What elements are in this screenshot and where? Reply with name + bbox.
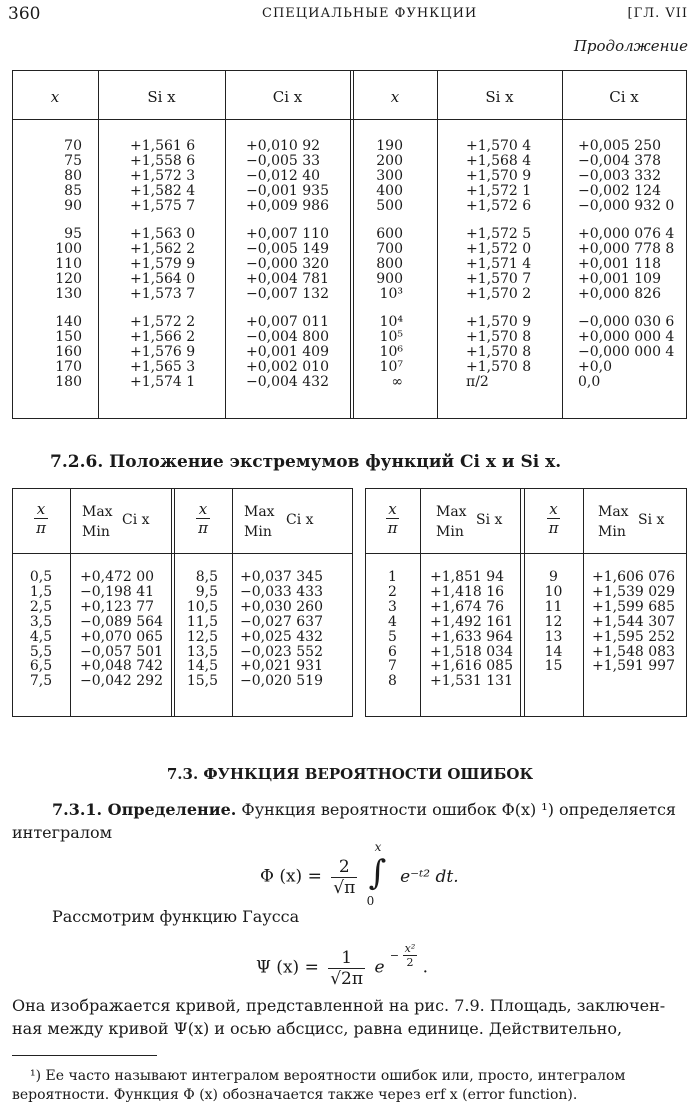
table-cell: +1,851 94 (430, 569, 505, 585)
table-cell: 14,5 (186, 658, 218, 675)
table-cell: +1,582 4 (130, 182, 196, 199)
table-cell: 14 (544, 643, 563, 660)
table-cell: +1,570 2 (466, 285, 532, 302)
table-cell: +1,571 4 (466, 255, 532, 272)
table-cell: +1,531 131 (430, 673, 513, 690)
table-cell: +0,037 345 (240, 569, 323, 585)
max-label: Max (598, 504, 629, 520)
table-cell: 9,5 (195, 583, 218, 600)
table-cell: +1,418 16 (430, 583, 505, 600)
table-cell: +1,570 8 (466, 328, 532, 345)
table-cell: −0,198 41 (80, 583, 155, 600)
table-cell: +1,579 9 (130, 255, 196, 272)
body-line-2: ная между кривой Ψ(x) и осью абсцисс, равна единице. Действительно, (12, 1019, 623, 1038)
t1-header-si2: Si x (485, 88, 514, 106)
table-cell: 500 (376, 197, 403, 214)
table-cell: +0,123 77 (80, 598, 155, 615)
t1-group3-ci1 (246, 315, 329, 390)
table-cell: +1,570 4 (466, 138, 532, 154)
table-cell: +1,566 2 (130, 328, 196, 345)
table-cell: +1,570 9 (466, 314, 532, 330)
table-cell: +1,599 685 (592, 598, 675, 615)
table-cell: +1,539 029 (592, 583, 675, 600)
table-cell: +1,565 3 (130, 358, 196, 375)
table-cell: 1,5 (29, 583, 53, 600)
table-cell: 12 (544, 613, 563, 630)
ci-extrema-v-b (240, 570, 323, 689)
section-7-3-title: 7.3. ФУНКЦИЯ ВЕРОЯТНОСТИ ОШИБОК (166, 765, 534, 783)
table-cell: 120 (55, 270, 82, 287)
max-label: Max (436, 504, 467, 520)
t1-group2-x2 (353, 227, 403, 302)
min-label: Min (598, 524, 626, 540)
table-cell: 2,5 (29, 598, 53, 615)
integrand: e⁻ᵗ² dt. (400, 866, 459, 887)
table-cell: 300 (376, 167, 403, 184)
table-cell: +1,572 2 (130, 314, 196, 330)
t1-group1-si1 (130, 139, 195, 214)
table-cell: 13 (544, 628, 563, 645)
table-cell: +1,576 9 (130, 343, 196, 360)
t2-ci-fn-b: Ci x (286, 512, 314, 528)
table-cell: +1,574 1 (130, 373, 196, 390)
table-cell: −0,004 432 (246, 373, 329, 390)
table-cell: 11,5 (186, 613, 218, 630)
table-cell: 2 (388, 583, 397, 600)
table-cell: 5,5 (29, 643, 53, 660)
frac-num: x (547, 500, 561, 519)
formula-phi-num: 2 (331, 857, 357, 878)
table-cell: 180 (55, 373, 82, 390)
t2-ci-maxmin-b (244, 502, 275, 542)
si-extrema-x-b (524, 570, 583, 674)
table-cell: 11 (544, 598, 563, 615)
t1-group1-x2 (353, 139, 403, 214)
table-cell: +0,070 065 (80, 628, 163, 645)
exp-num: x² (404, 942, 416, 955)
table-cell: 700 (376, 240, 403, 257)
footnote-line-2: вероятности. Функция Φ (x) обозначается также через erf x (error function). (12, 1087, 578, 1103)
section-7-2-6-title: 7.2.6. Положение экстремумов функций Ci x и Si x. (50, 452, 562, 472)
table-cell: +1,572 5 (466, 226, 532, 242)
table-cell: −0,012 40 (246, 167, 321, 184)
t1-group1-x1 (12, 139, 82, 214)
table-cell: +1,564 0 (130, 270, 196, 287)
table-cell: 8,5 (195, 569, 218, 585)
t2-ci-maxmin-a (82, 502, 113, 542)
table-cell: +0,000 778 8 (578, 240, 675, 257)
t1-group3-x2 (353, 315, 403, 390)
table-cell: 7 (388, 658, 397, 675)
table-cell: +1,544 307 (592, 613, 675, 630)
body-line-1: Она изображается кривой, представленной на рис. 7.9. Площадь, заключен- (12, 996, 666, 1015)
t1-group2-x1 (12, 227, 82, 302)
table-cell: −0,027 637 (240, 613, 323, 630)
table-cell: 6,5 (29, 658, 53, 675)
table-cell: −0,007 132 (246, 285, 329, 302)
t1-group2-ci1 (246, 227, 329, 302)
table-cell: 10,5 (186, 598, 218, 615)
table-cell: +1,572 6 (466, 197, 532, 214)
frac-den: π (36, 519, 46, 537)
t2-ci-xpi-b (174, 500, 232, 537)
definition-text: Функция вероятности ошибок Φ(x) ¹) определяется (241, 800, 677, 819)
table-cell: 150 (55, 328, 82, 345)
table-cell: 9 (549, 569, 558, 585)
table-cell: 200 (376, 152, 403, 169)
table-cell: +1,570 8 (466, 358, 532, 375)
table-cell: 4 (388, 613, 397, 630)
integral-symbol: ∫ (368, 853, 387, 893)
table-cell: +0,000 076 4 (578, 226, 675, 242)
frac-den: π (548, 519, 559, 537)
t1-header-x2: x (390, 88, 400, 106)
table-cell: +1,674 76 (430, 598, 505, 615)
table-cell: +0,009 986 (246, 197, 329, 214)
table-cell: 75 (64, 152, 82, 169)
t2-si-maxmin-b (598, 502, 629, 542)
table-cell: +0,000 000 4 (578, 328, 675, 345)
ci-extrema-v-a (80, 570, 163, 689)
t1-group2-si2 (466, 227, 531, 302)
gauss-paragraph: Рассмотрим функцию Гаусса (52, 907, 300, 926)
table-cell: +0,0 (578, 358, 612, 375)
table-cell: 4,5 (29, 628, 53, 645)
table-cell: −0,023 552 (240, 643, 323, 660)
frac-den: π (198, 519, 208, 537)
table-cell: +0,005 250 (578, 138, 661, 154)
formula-phi-lhs: Φ (x) = (260, 866, 322, 887)
table-cell: +1,573 7 (130, 285, 196, 302)
table-cell: +1,558 6 (130, 152, 196, 169)
table-cell: −0,005 33 (246, 152, 321, 169)
table-cell: 1 (388, 569, 397, 585)
ci-extrema-x-b (174, 570, 218, 689)
table-cell: 15 (544, 658, 563, 675)
table-cell: +1,568 4 (466, 152, 532, 169)
table-cell: +0,030 260 (240, 598, 323, 615)
table-cell: +1,575 7 (130, 197, 196, 214)
t2-ci-xpi-a (12, 500, 70, 537)
min-label: Min (82, 524, 110, 540)
table-cell: 170 (55, 358, 82, 375)
table-cell: 5 (388, 628, 397, 645)
frac-den: π (387, 519, 398, 537)
t2-ci-fn-a: Ci x (122, 512, 150, 528)
table-cell: 0,5 (29, 569, 53, 585)
table-cell: 10⁵ (379, 328, 403, 345)
table-cell: 10⁶ (379, 343, 403, 360)
integral-upper-limit: x (374, 840, 382, 854)
table-cell: +0,001 118 (578, 255, 661, 272)
table-cell: +1,570 8 (466, 343, 532, 360)
formula-psi-num: 1 (328, 948, 365, 969)
table-cell: +0,025 432 (240, 628, 323, 645)
table-cell: 800 (376, 255, 403, 272)
table-cell: +0,000 826 (578, 285, 661, 302)
definition-paragraph (52, 800, 676, 819)
table-cell: +1,633 964 (430, 628, 513, 645)
table-cell: π/2 (466, 373, 489, 390)
table-cell: −0,033 433 (240, 583, 323, 600)
table-cell: −0,089 564 (80, 613, 163, 630)
table-cell: +1,492 161 (430, 613, 513, 630)
table-cell: −0,005 149 (246, 240, 329, 257)
table-cell: +0,004 781 (246, 270, 329, 287)
table-cell: 8 (388, 673, 397, 690)
t1-header-x: x (50, 88, 60, 106)
frac-num: x (196, 500, 210, 519)
table-cell: +1,572 3 (130, 167, 196, 184)
table-cell: −0,042 292 (80, 673, 163, 690)
max-label: Max (244, 504, 275, 520)
t1-group3-ci2 (578, 315, 674, 390)
table-cell: 6 (388, 643, 397, 660)
table-cell: 90 (64, 197, 82, 214)
table-cell: −0,001 935 (246, 182, 329, 199)
table-cell: 10⁴ (379, 314, 403, 330)
table-cell: −0,000 030 6 (578, 314, 675, 330)
min-label: Min (436, 524, 464, 540)
table-cell: 80 (64, 167, 82, 184)
frac-num: x (386, 500, 400, 519)
table-cell: −0,000 932 0 (578, 197, 675, 214)
table-cell: −0,000 000 4 (578, 343, 675, 360)
table-cell: 95 (64, 226, 82, 242)
definition-text-cont: интегралом (12, 823, 113, 842)
table-cell: 7,5 (29, 673, 53, 690)
table-cell: −0,004 800 (246, 328, 329, 345)
ci-extrema-x-a (12, 570, 70, 689)
table-cell: 110 (55, 255, 82, 272)
table-cell: 13,5 (186, 643, 218, 660)
t1-group1-ci1 (246, 139, 329, 214)
formula-phi-den: √π (333, 877, 356, 898)
t2-si-xpi-b (524, 500, 583, 537)
table-cell: −0,004 378 (578, 152, 661, 169)
table-cell: +1,591 997 (592, 658, 675, 675)
table-cell: 130 (55, 285, 82, 302)
table-cell: −0,002 124 (578, 182, 661, 199)
t1-group3-si2 (466, 315, 531, 390)
t2-si-maxmin-a (436, 502, 467, 542)
footnote-rule (12, 1055, 157, 1056)
integral-lower-limit: 0 (366, 894, 375, 908)
table-cell: +0,001 409 (246, 343, 329, 360)
table-cell: 900 (376, 270, 403, 287)
chapter-label: [ГЛ. VII (627, 6, 688, 21)
table-cell: +1,518 034 (430, 643, 513, 660)
page-number: 360 (8, 4, 41, 24)
running-title: СПЕЦИАЛЬНЫЕ ФУНКЦИИ (262, 6, 478, 21)
t1-header-si: Si x (147, 88, 176, 106)
formula-psi-den: √2π (330, 968, 364, 989)
integral-sign (366, 840, 389, 908)
table-cell: +1,570 7 (466, 270, 532, 287)
table-cell: 600 (376, 226, 403, 242)
min-label: Min (244, 524, 272, 540)
table-cell: ∞ (391, 373, 403, 390)
t1-header-ci2: Ci x (609, 88, 639, 106)
si-extrema-v-a (430, 570, 513, 689)
table-cell: +0,472 00 (80, 569, 155, 585)
table-cell: 10 (544, 583, 563, 600)
table-cell: +0,001 109 (578, 270, 661, 287)
frac-num: x (34, 500, 48, 519)
table-cell: +1,595 252 (592, 628, 675, 645)
table-cell: 85 (64, 182, 82, 199)
si-extrema-v-b (592, 570, 675, 674)
footnote-line-1: ¹) Ее часто называют интегралом вероятности ошибок или, просто, интегралом (30, 1068, 626, 1084)
table-cell: +1,562 2 (130, 240, 196, 257)
table-cell: 12,5 (186, 628, 218, 645)
exp-den: 2 (406, 956, 414, 969)
t1-group2-ci2 (578, 227, 674, 302)
table-cell: +0,021 931 (240, 658, 323, 675)
t2-si-fn-a: Si x (476, 512, 503, 528)
table-cell: +1,561 6 (130, 138, 196, 154)
table-cell: 140 (55, 314, 82, 330)
table-cell: 70 (64, 138, 82, 154)
t1-header-ci: Ci x (272, 88, 303, 106)
table-cell: −0,057 501 (80, 643, 163, 660)
t2-si-fn-b: Si x (638, 512, 665, 528)
max-label: Max (82, 504, 113, 520)
formula-psi-lhs: Ψ (x) = (256, 957, 319, 978)
table-cell: +1,572 0 (466, 240, 532, 257)
continuation-label: Продолжение (573, 37, 688, 55)
table-cell: 10⁷ (379, 358, 403, 375)
formula-psi: Ψ (x) = $\frac{1}{√2\pi}$ e − $\frac{\text{x²}}{2}$ . (256, 942, 429, 989)
subsection-title: 7.3.1. Определение. (52, 800, 237, 819)
t1-group3-x1 (12, 315, 82, 390)
table-cell: 10³ (379, 285, 403, 302)
table-cell: +0,002 010 (246, 358, 329, 375)
table-cell: −0,020 519 (240, 673, 323, 690)
table-cell: +0,010 92 (246, 138, 321, 154)
table-cell: +1,572 1 (466, 182, 532, 199)
table-cell: +0,048 742 (80, 658, 163, 675)
t1-group3-si1 (130, 315, 195, 390)
table-cell: 190 (376, 138, 403, 154)
table-cell: 3,5 (29, 613, 53, 630)
exp-base: e (374, 957, 385, 978)
table-cell: +1,616 085 (430, 658, 513, 675)
table-cell: 400 (376, 182, 403, 199)
exp-power: − $\frac{\text{x²}}{2}$ (389, 942, 416, 969)
t1-group2-si1 (130, 227, 195, 302)
table-cell: +0,007 110 (246, 226, 329, 242)
t2-si-xpi-a (365, 500, 420, 537)
si-extrema-x-a (365, 570, 420, 689)
table-cell: 3 (388, 598, 397, 615)
table-cell: 100 (55, 240, 82, 257)
table-cell: +1,570 9 (466, 167, 532, 184)
table-cell: −0,003 332 (578, 167, 661, 184)
table-cell: 160 (55, 343, 82, 360)
table-cell: 15,5 (186, 673, 218, 690)
table-cell: +1,563 0 (130, 226, 196, 242)
table-cell: +1,548 083 (592, 643, 675, 660)
table-cell: −0,000 320 (246, 255, 329, 272)
formula-phi (260, 840, 459, 908)
table-cell: +0,007 011 (246, 314, 329, 330)
t1-group1-ci2 (578, 139, 674, 214)
table-cell: 0,0 (578, 373, 601, 390)
t1-group1-si2 (466, 139, 531, 214)
table-cell: +1,606 076 (592, 569, 675, 585)
